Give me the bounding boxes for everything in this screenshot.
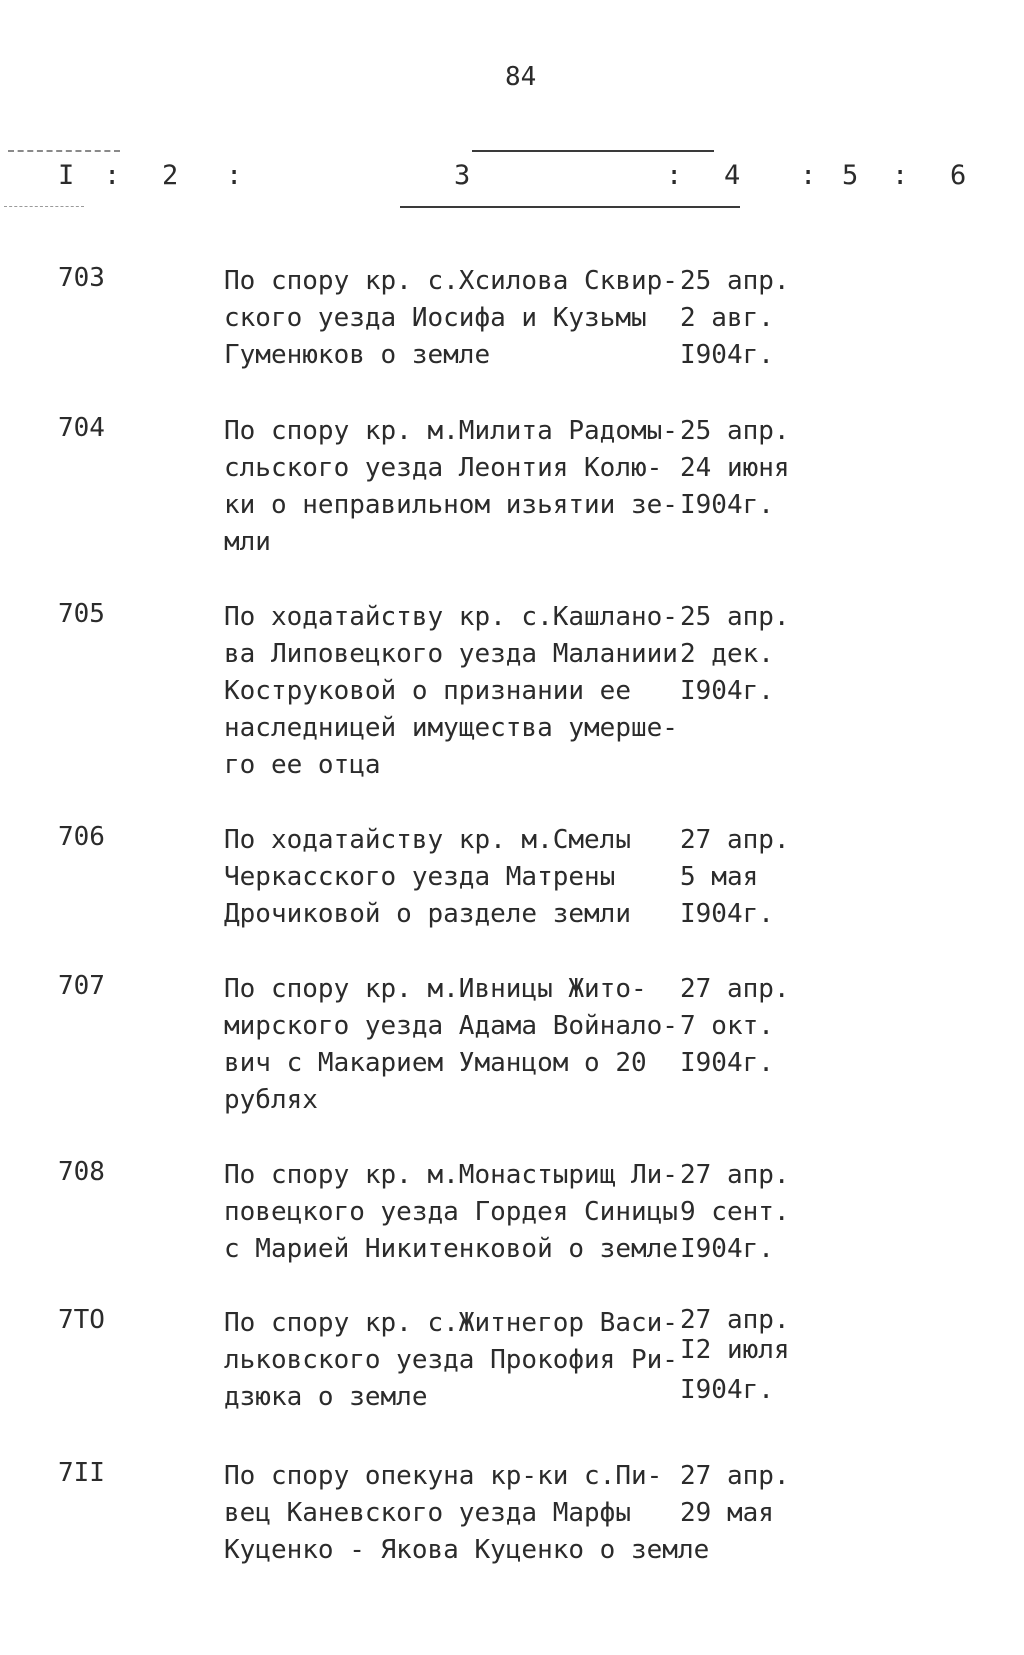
description-line: По спору кр. с.Житнегор Васи- bbox=[224, 1308, 678, 1338]
date-line: 5 мая bbox=[680, 862, 759, 892]
date-line: 25 апр. bbox=[680, 602, 790, 632]
date-line: I904г. bbox=[680, 899, 774, 929]
description-line: ки о неправильном изьятии зе- bbox=[224, 490, 678, 520]
column-header-4: 4 bbox=[724, 160, 741, 191]
date-line: I904г. bbox=[680, 676, 774, 706]
description-line: ва Липовецкого уезда Маланиии bbox=[224, 639, 678, 669]
description-line: ского уезда Иосифа и Кузьмы bbox=[224, 303, 647, 333]
description-line: льковского уезда Прокофия Ри- bbox=[224, 1345, 678, 1375]
date-line: I904г. bbox=[680, 340, 774, 370]
column-separator: : bbox=[892, 160, 909, 191]
date-line: I904г. bbox=[680, 1234, 774, 1264]
column-separator: : bbox=[104, 160, 121, 191]
date-line: 27 апр. bbox=[680, 1305, 790, 1335]
date-line: 27 апр. bbox=[680, 1160, 790, 1190]
date-line: I904г. bbox=[680, 1375, 774, 1405]
column-header-3: 3 bbox=[454, 160, 471, 191]
description-line: Дрочиковой о разделе земли bbox=[224, 899, 631, 929]
column-header-6: 6 bbox=[950, 160, 967, 191]
date-line: I2 июля bbox=[680, 1335, 790, 1365]
column-separator: : bbox=[800, 160, 817, 191]
record-number: 707 bbox=[58, 971, 105, 1001]
description-line: По ходатайству кр. с.Кашлано- bbox=[224, 602, 678, 632]
record-description bbox=[224, 1305, 679, 1416]
date-line: 27 апр. bbox=[680, 974, 790, 1004]
description-line: Черкасского уезда Матрены bbox=[224, 862, 616, 892]
record-description bbox=[224, 413, 679, 561]
date-line: I904г. bbox=[680, 1048, 774, 1078]
description-line: сльского уезда Леонтия Колю- bbox=[224, 453, 663, 483]
description-line: По спору опекуна кр-ки с.Пи- bbox=[224, 1461, 663, 1491]
page-number: 84 bbox=[505, 62, 537, 92]
description-line: го ее отца bbox=[224, 750, 381, 780]
description-line: По спору кр. м.Милита Радомы- bbox=[224, 416, 678, 446]
record-number: 706 bbox=[58, 822, 105, 852]
description-line: По спору кр. с.Хсилова Сквир- bbox=[224, 266, 678, 296]
record-dates bbox=[680, 263, 820, 374]
column-header-1: I bbox=[58, 160, 75, 191]
column-header-2: 2 bbox=[162, 160, 179, 191]
date-line: 25 апр. bbox=[680, 416, 790, 446]
record-description bbox=[224, 971, 679, 1119]
record-dates bbox=[680, 1305, 820, 1405]
header-rule-left-top bbox=[8, 150, 120, 152]
description-line: с Марией Никитенковой о земле bbox=[224, 1234, 678, 1264]
header-rule-left-bottom bbox=[4, 206, 84, 207]
description-line: Гуменюков о земле bbox=[224, 340, 491, 370]
date-line: 25 апр. bbox=[680, 266, 790, 296]
date-line: 2 авг. bbox=[680, 303, 774, 333]
record-number: 7ТО bbox=[58, 1305, 105, 1335]
record-dates bbox=[680, 971, 820, 1082]
date-line: 29 мая bbox=[680, 1498, 774, 1528]
description-line: По ходатайству кр. м.Смелы bbox=[224, 825, 631, 855]
description-line: мли bbox=[224, 527, 271, 557]
record-number: 704 bbox=[58, 413, 105, 443]
description-line: По спору кр. м.Ивницы Жито- bbox=[224, 974, 647, 1004]
description-line: По спору кр. м.Монастырищ Ли- bbox=[224, 1160, 678, 1190]
date-line bbox=[680, 1365, 820, 1375]
record-description bbox=[224, 599, 679, 784]
description-line: наследницей имущества умерше- bbox=[224, 713, 678, 743]
date-line: 9 сент. bbox=[680, 1197, 790, 1227]
column-separator: : bbox=[666, 160, 683, 191]
record-description bbox=[224, 1157, 679, 1268]
header-rule-center-bottom bbox=[400, 206, 740, 208]
date-line: 7 окт. bbox=[680, 1011, 774, 1041]
record-dates bbox=[680, 822, 820, 933]
description-line: вец Каневского уезда Марфы bbox=[224, 1498, 631, 1528]
description-line: рублях bbox=[224, 1085, 318, 1115]
description-line: дзюка о земле bbox=[224, 1382, 428, 1412]
record-description bbox=[224, 822, 679, 933]
date-line: 2 дек. bbox=[680, 639, 774, 669]
description-line: повецкого уезда Гордея Синицы bbox=[224, 1197, 678, 1227]
description-line: мирского уезда Адама Войнало- bbox=[224, 1011, 678, 1041]
column-separator: : bbox=[226, 160, 243, 191]
record-number: 708 bbox=[58, 1157, 105, 1187]
date-line: 27 апр. bbox=[680, 825, 790, 855]
description-line: вич с Макарием Уманцом о 20 bbox=[224, 1048, 647, 1078]
record-dates bbox=[680, 1458, 820, 1532]
date-line: 27 апр. bbox=[680, 1461, 790, 1491]
description-line: Куценко - Якова Куценко о земле bbox=[224, 1535, 710, 1565]
description-line: Коструковой о признании ее bbox=[224, 676, 631, 706]
record-number: 703 bbox=[58, 263, 105, 293]
column-header-5: 5 bbox=[842, 160, 859, 191]
record-dates bbox=[680, 1157, 820, 1268]
record-description bbox=[224, 263, 679, 374]
record-number: 7II bbox=[58, 1458, 105, 1488]
date-line: 24 июня bbox=[680, 453, 790, 483]
record-number: 705 bbox=[58, 599, 105, 629]
record-dates bbox=[680, 599, 820, 710]
date-line: I904г. bbox=[680, 490, 774, 520]
record-dates bbox=[680, 413, 820, 524]
record-description bbox=[224, 1458, 710, 1569]
header-rule-center-top bbox=[472, 150, 714, 152]
